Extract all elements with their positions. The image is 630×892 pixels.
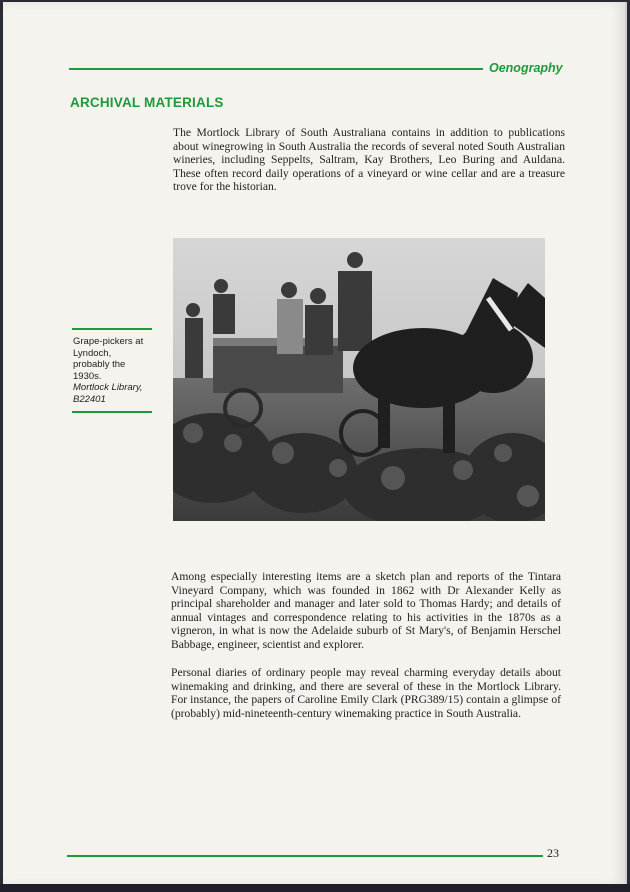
- tintara-paragraph: Among especially interesting items are a sketch plan and reports of the Tintara Vineyard Company, which was founded in 1862 with Dr Alexander Kelly as principal shareholder and manager and later sold to Thomas Hardy; and details of annual vintages and correspondence relating to his activities in the 1870s as a vigneron, in what is now the Adelaide suburb of St Mary's, of Benjamin Herschel Babbage, engineer, scientist and explorer.: [171, 570, 561, 651]
- caption-credit: B22401: [73, 393, 106, 405]
- page-number: 23: [547, 846, 559, 860]
- section-heading: ARCHIVAL MATERIALS: [70, 95, 224, 110]
- caption-line: 1930s.: [73, 370, 102, 382]
- grape-pickers-photo: [173, 238, 545, 521]
- scan-edge: [0, 884, 630, 892]
- caption-rule-bottom: [72, 411, 152, 413]
- document-page: [3, 2, 627, 886]
- caption-line: Grape-pickers at: [73, 336, 144, 347]
- header-rule: [69, 68, 483, 70]
- caption-line: Lyndoch,: [73, 347, 112, 359]
- photo-caption: [73, 336, 158, 405]
- running-head: Oenography: [489, 61, 563, 75]
- footer-rule: [67, 855, 543, 857]
- caption-line: probably the: [73, 359, 126, 370]
- caption-rule-top: [72, 328, 152, 330]
- caption-credit: Mortlock Library,: [73, 382, 143, 393]
- diaries-paragraph: Personal diaries of ordinary people may reveal charming everyday details about winemaking and drinking, and there are several of these in the Mortlock Library. For instance, the papers of Caroline Emily Clark (PRG389/15) contain a glimpse of (probably) mid-nineteenth-century winemaking practice in South Australia.: [171, 666, 561, 720]
- intro-paragraph: The Mortlock Library of South Australiana contains in addition to publications about winegrowing in South Australia the records of several noted South Australian wineries, including Seppelts, Saltram, Kay Brothers, Leo Buring and Auldana. These often record daily operations of a vineyard or wine cellar and are a treasure trove for the historian.: [173, 126, 565, 193]
